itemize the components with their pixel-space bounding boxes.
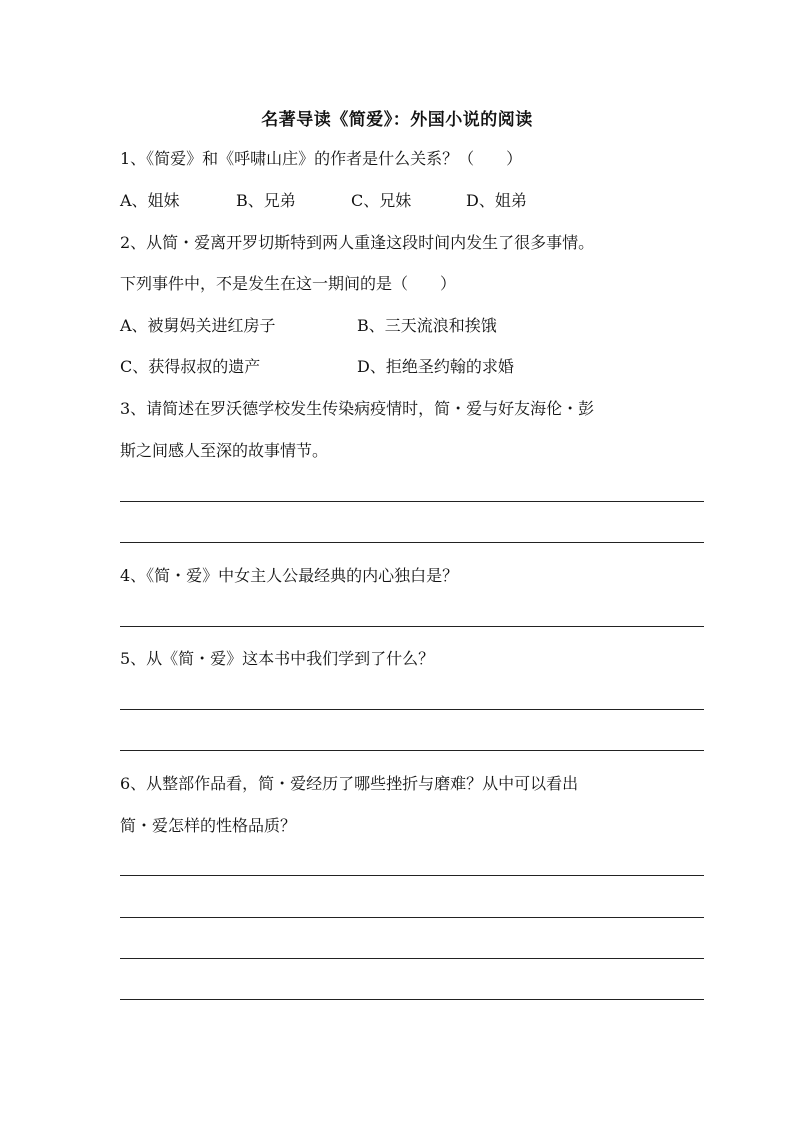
answer-line[interactable] — [120, 917, 704, 918]
answer-line[interactable] — [120, 999, 704, 1000]
question-3-text-line-1: 3、请简述在罗沃德学校发生传染病疫情时，简・爱与好友海伦・彭 — [120, 399, 595, 418]
question-2-option-d: D、拒绝圣约翰的求婚 — [357, 357, 514, 376]
question-4-text: 4、《简・爱》中女主人公最经典的内心独白是？ — [120, 566, 459, 585]
question-3-text-line-2: 斯之间感人至深的故事情节。 — [120, 441, 329, 460]
question-1-option-c: C、兄妹 — [351, 191, 412, 210]
answer-line[interactable] — [120, 875, 704, 876]
question-6-text-line-1: 6、从整部作品看，简・爱经历了哪些挫折与磨难？从中可以看出 — [120, 774, 579, 793]
question-6-text-line-2: 简・爱怎样的性格品质？ — [120, 816, 297, 835]
question-1-option-b: B、兄弟 — [236, 191, 296, 210]
answer-line[interactable] — [120, 501, 704, 502]
question-1-option-a: A、姐妹 — [120, 191, 180, 210]
question-2-option-b: B、三天流浪和挨饿 — [357, 316, 497, 335]
question-2-text-line-1: 2、从简・爱离开罗切斯特到两人重逢这段时间内发生了很多事情。 — [120, 233, 595, 252]
question-2-text-line-2: 下列事件中，不是发生在这一期间的是（ ） — [120, 274, 457, 293]
question-5-text: 5、从《简・爱》这本书中我们学到了什么？ — [120, 649, 435, 668]
question-2-option-c: C、获得叔叔的遗产 — [120, 357, 261, 376]
question-1-option-d: D、姐弟 — [466, 191, 527, 210]
answer-line[interactable] — [120, 542, 704, 543]
answer-line[interactable] — [120, 626, 704, 627]
question-2-option-a: A、被舅妈关进红房子 — [120, 316, 276, 335]
page-title: 名著导读《简爱》：外国小说的阅读 — [261, 110, 533, 130]
question-1-text: 1、《简爱》和《呼啸山庄》的作者是什么关系？（ ） — [120, 149, 523, 168]
answer-line[interactable] — [120, 709, 704, 710]
answer-line[interactable] — [120, 750, 704, 751]
answer-line[interactable] — [120, 958, 704, 959]
